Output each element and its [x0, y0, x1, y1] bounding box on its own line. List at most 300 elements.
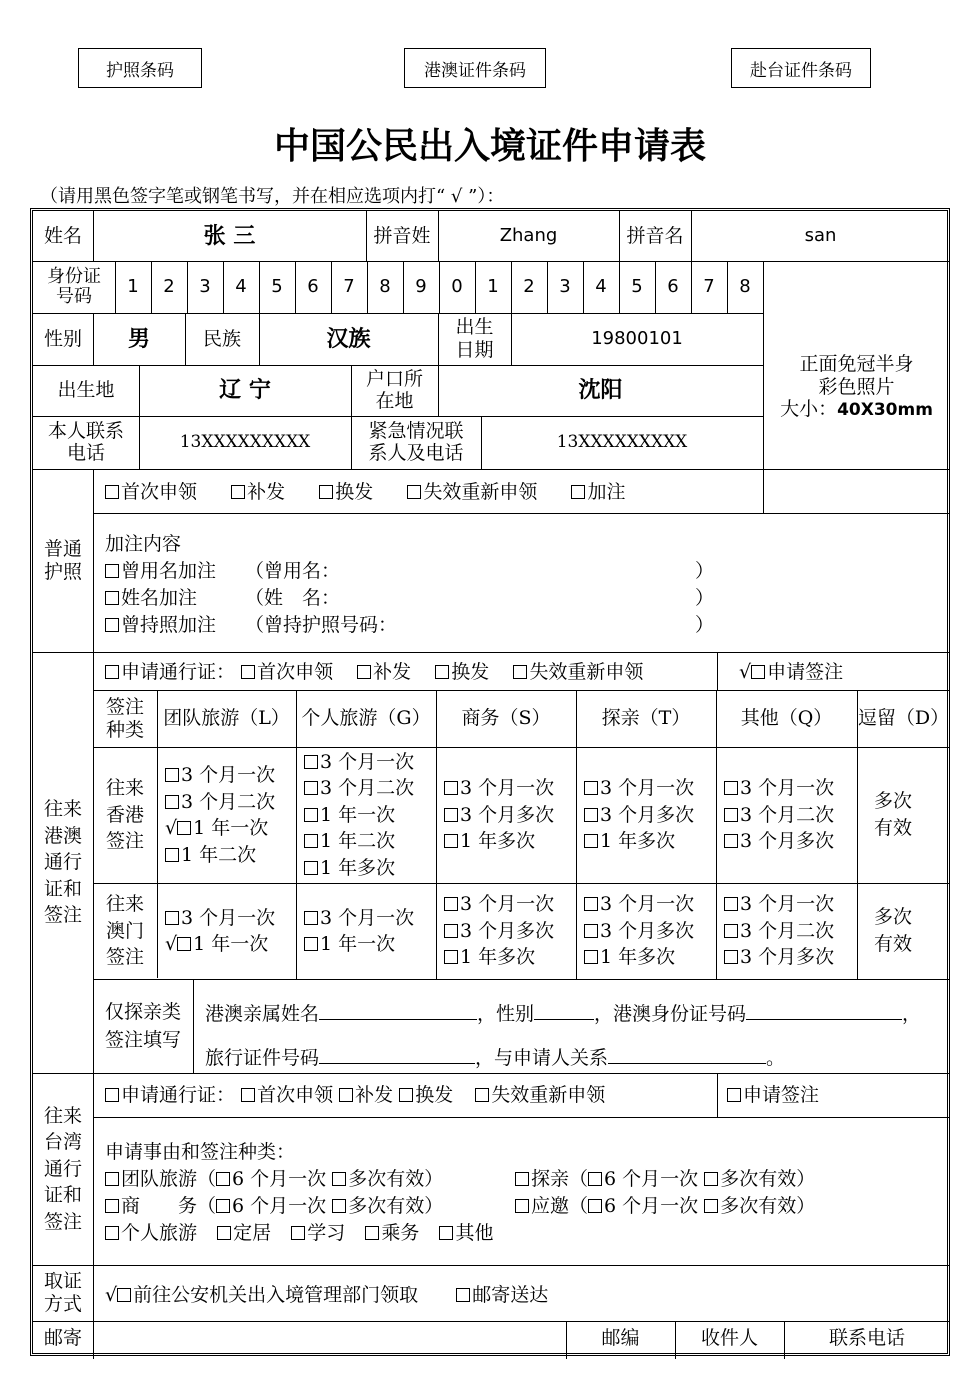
visa-option-checkbox[interactable]: [304, 937, 318, 951]
visa-option-label: 3 个月一次: [181, 764, 276, 786]
pickup-office-label: 前往公安机关出入境管理部门领取: [133, 1284, 419, 1306]
phone-label: [33, 416, 139, 469]
passport-barcode-label: 护照条码: [106, 60, 174, 81]
endorse-item-label: 姓名加注: [121, 587, 198, 609]
id-digit-cell[interactable]: 1: [127, 276, 139, 298]
relative-gender-field[interactable]: [534, 1001, 594, 1020]
tw-other-label: 其他: [455, 1222, 494, 1244]
endorse-title: 加注内容: [105, 533, 182, 555]
visa-option-cell: [165, 883, 295, 979]
visa-option-label: 3 个月多次: [740, 830, 835, 853]
id-digit-cell[interactable]: 2: [523, 276, 535, 298]
tw-study[interactable]: [291, 1222, 345, 1244]
endorse-checkbox[interactable]: [105, 618, 119, 632]
pinyin-given-label: 拼音名: [626, 224, 684, 247]
tw-apply-row: [105, 1084, 605, 1107]
tw-settle[interactable]: [217, 1222, 271, 1244]
taiwan-barcode-box: [731, 48, 871, 88]
id-digit-cell[interactable]: 5: [631, 276, 643, 298]
visa-option-label: 3 个月多次: [740, 946, 835, 969]
visa-option-label: 3 个月多次: [600, 803, 695, 826]
emergency-label-text: 紧急情况联系人及电话: [368, 419, 464, 464]
tw-opt-reissue[interactable]: [339, 1084, 393, 1106]
endorse-item[interactable]: [105, 587, 340, 610]
tw-visa-option[interactable]: [727, 1084, 819, 1107]
visa-option-checkbox[interactable]: [444, 781, 458, 795]
pickup-label-text: 取证方式: [43, 1270, 82, 1315]
visa-option-label: 1 年二次: [181, 843, 257, 866]
visa-option-cell: [444, 883, 574, 979]
hkm-section-label-text: 往来港澳通行证和签注: [43, 798, 82, 927]
name-label: 姓名: [43, 224, 82, 247]
visa-option[interactable]: [584, 775, 714, 802]
id-digit-cell[interactable]: 6: [307, 276, 319, 298]
hk-id-number-label: ，港澳身份证号码: [594, 1003, 747, 1025]
visa-option-checkbox[interactable]: [177, 821, 191, 835]
visa-option-checkbox[interactable]: [724, 834, 738, 848]
visa-option[interactable]: [584, 944, 714, 971]
tw-visa-label: 申请签注: [743, 1084, 820, 1106]
type-business: 商务（S）: [461, 707, 551, 730]
visa-option-checkbox[interactable]: [584, 808, 598, 822]
tw-line2: [105, 1195, 443, 1218]
visa-option-label: 1 年一次: [193, 817, 269, 839]
id-digit-cell[interactable]: 5: [271, 276, 283, 298]
tw-business-6m[interactable]: [216, 1195, 326, 1217]
tw-line3: [105, 1222, 493, 1245]
hkm-visa-option[interactable]: [739, 661, 843, 684]
id-digit-cell[interactable]: 2: [163, 276, 175, 298]
ethnic-label: 民族: [202, 327, 241, 350]
visa-option[interactable]: [304, 931, 434, 958]
visa-option-checkbox[interactable]: [444, 897, 458, 911]
tw-line1-right: [515, 1168, 815, 1191]
passport-opt-renew-label: 换发: [335, 481, 374, 503]
visa-option-checkbox[interactable]: [177, 937, 191, 951]
passport-opt-reissue[interactable]: [231, 481, 285, 503]
tw-group-tour[interactable]: [105, 1168, 216, 1190]
visa-option-checkbox[interactable]: [724, 781, 738, 795]
visa-option-cell: [165, 747, 295, 883]
visa-option-label: 3 个月一次: [600, 893, 695, 916]
visa-option-label: 1 年二次: [320, 830, 396, 853]
tw-invited-multi[interactable]: [704, 1195, 815, 1217]
id-digit-cell[interactable]: 8: [739, 276, 751, 298]
tw-settle-label: 定居: [233, 1222, 272, 1244]
form-title: 中国公民出入境证件申请表: [273, 126, 706, 167]
tw-group-multi[interactable]: [332, 1168, 443, 1190]
pickup-options: [105, 1284, 548, 1307]
visa-option[interactable]: [165, 905, 295, 932]
birthdate-value[interactable]: 19800101: [591, 328, 683, 350]
endorse-item-paren: （姓 名：: [245, 587, 341, 609]
hk-visa-label-text: 往来香港签注: [105, 777, 144, 853]
phone-label-text: 本人联系电话: [47, 419, 124, 464]
visa-option-label: 3 个月一次: [740, 777, 835, 800]
id-digit-cell[interactable]: 4: [235, 276, 247, 298]
visit-line1-end: ，: [902, 1003, 922, 1025]
travel-doc-number-field[interactable]: [319, 1045, 475, 1064]
pickup-opt-mail[interactable]: [456, 1284, 548, 1306]
tw-line1: [105, 1168, 443, 1191]
visa-option[interactable]: [165, 842, 295, 869]
tw-crew-label: 乘务: [381, 1222, 420, 1244]
passport-opt-reissue-label: 补发: [247, 481, 286, 503]
birthplace-value[interactable]: 辽 宁: [219, 377, 271, 404]
visa-types-label-text: 签注种类: [105, 695, 144, 741]
tw-section-label: [33, 1073, 93, 1265]
endorse-checkbox[interactable]: [105, 564, 119, 578]
relationship-label: ，与申请人关系: [475, 1047, 609, 1069]
tw-opt-first[interactable]: [241, 1084, 333, 1106]
tw-business-multi-label: 多次有效）: [348, 1195, 444, 1217]
visa-option-label: 3 个月二次: [740, 803, 835, 826]
id-number-label-text: 身份证号码: [47, 266, 101, 307]
visa-option-label: 3 个月二次: [181, 790, 276, 813]
relationship-field[interactable]: [608, 1045, 766, 1064]
visa-option[interactable]: [165, 931, 295, 958]
visa-option-check: √: [165, 933, 178, 955]
photo-area: [763, 261, 950, 513]
hkm-section-label: [33, 652, 93, 1073]
pickup-office-check: √: [105, 1284, 118, 1306]
id-digit-cell[interactable]: 3: [199, 276, 211, 298]
visa-option[interactable]: [304, 802, 434, 829]
passport-section-label: [33, 469, 93, 652]
hkm-opt-first-label: 首次申领: [257, 661, 334, 683]
tw-group-tour-label: 团队旅游（: [121, 1168, 217, 1190]
endorse-item-label: 曾持照加注: [121, 614, 217, 636]
endorse-item[interactable]: [105, 614, 397, 637]
emergency-value[interactable]: 13XXXXXXXXX: [556, 432, 688, 453]
hkm-opt-invalid-label: 失效重新申领: [529, 661, 644, 683]
hkm-opt-renew-label: 换发: [451, 661, 490, 683]
visa-option[interactable]: [304, 828, 434, 855]
tw-opt-invalid-label: 失效重新申领: [491, 1084, 606, 1106]
hkm-apply-label: 申请通行证：: [121, 661, 236, 683]
hk-relative-name-field[interactable]: [319, 1001, 477, 1020]
visa-option-checkbox[interactable]: [584, 924, 598, 938]
id-digit-cell[interactable]: 0: [451, 276, 463, 298]
macau-stay-value: [857, 883, 929, 979]
visa-option-label: 1 年多次: [320, 856, 396, 879]
pinyin-given-value[interactable]: san: [804, 225, 837, 247]
application-form: [30, 208, 950, 1356]
visa-option-checkbox[interactable]: [724, 950, 738, 964]
taiwan-barcode-label: 赴台证件条码: [750, 60, 852, 81]
endorse-item-close: ）: [695, 614, 715, 636]
passport-opt-first[interactable]: [105, 481, 197, 503]
tw-other[interactable]: [439, 1222, 493, 1244]
photo-line1: 正面免冠半身: [799, 352, 914, 375]
visa-option[interactable]: [304, 775, 434, 802]
id-digit-cell[interactable]: 6: [667, 276, 679, 298]
photo-size-label: 大小：: [780, 398, 838, 421]
id-digit-cell[interactable]: 7: [343, 276, 355, 298]
visa-option-label: 3 个月二次: [740, 919, 835, 942]
visa-option[interactable]: [444, 828, 574, 855]
passport-barcode-box: [78, 48, 202, 88]
hk-relative-name-label: 港澳亲属姓名: [205, 1003, 320, 1025]
visa-option-label: 3 个月一次: [460, 893, 555, 916]
visa-option[interactable]: [165, 815, 295, 842]
visa-option-label: 3 个月一次: [460, 777, 555, 800]
id-digit-cell[interactable]: 4: [595, 276, 607, 298]
birthdate-label: [438, 313, 511, 365]
instruction-text: （请用黑色签字笔或钢笔书写，并在相应选项内打“ √ ”）：: [40, 186, 505, 207]
visa-option-label: 3 个月一次: [740, 893, 835, 916]
emergency-label: [351, 416, 481, 469]
visa-option[interactable]: [444, 775, 574, 802]
tw-family-multi[interactable]: [704, 1168, 815, 1190]
type-other: 其他（Q）: [740, 707, 833, 730]
visa-option[interactable]: [724, 918, 854, 945]
visit-line2: [205, 1045, 785, 1070]
birthplace-label: 出生地: [57, 379, 115, 402]
name-value[interactable]: 张 三: [203, 222, 256, 249]
tw-individual-tour[interactable]: [105, 1222, 197, 1244]
visa-option-checkbox[interactable]: [304, 755, 318, 769]
hk-visa-label: [93, 747, 157, 883]
tw-apply-label: 申请通行证：: [121, 1084, 236, 1106]
gender-value[interactable]: 男: [127, 325, 150, 352]
visa-option-label: 3 个月一次: [320, 906, 415, 929]
visa-option-checkbox[interactable]: [165, 848, 179, 862]
passport-opt-invalid[interactable]: [407, 481, 537, 503]
hk-stay-value: [857, 747, 929, 883]
relative-gender-label: ，性别: [477, 1003, 535, 1025]
type-stay: 逗留（D）: [857, 707, 950, 730]
visa-option-checkbox[interactable]: [724, 897, 738, 911]
id-digit-cell[interactable]: 9: [415, 276, 427, 298]
macau-visa-label: [93, 883, 157, 979]
tw-family-6m[interactable]: [588, 1168, 698, 1190]
visa-option-label: 1 年多次: [600, 946, 676, 969]
hukou-value[interactable]: 沈阳: [578, 377, 623, 404]
visa-option-checkbox[interactable]: [584, 897, 598, 911]
birthdate-label-text: 出生日期: [455, 316, 494, 361]
passport-opt-invalid-label: 失效重新申领: [423, 481, 538, 503]
visa-types-label: [93, 690, 157, 747]
mail-address-field[interactable]: [93, 1321, 566, 1356]
hkm-opt-renew[interactable]: [435, 661, 489, 683]
photo-size-line: [780, 398, 933, 421]
visa-option-checkbox[interactable]: [444, 808, 458, 822]
hk-id-number-field[interactable]: [746, 1001, 902, 1020]
endorse-checkbox[interactable]: [105, 591, 119, 605]
id-digit-cell[interactable]: 3: [559, 276, 571, 298]
type-individual-tour: 个人旅游（G）: [301, 707, 431, 730]
endorse-item-close: ）: [695, 560, 715, 582]
visa-option[interactable]: [444, 944, 574, 971]
id-digit-cell[interactable]: 1: [487, 276, 499, 298]
visa-option[interactable]: [724, 775, 854, 802]
visa-option[interactable]: [444, 918, 574, 945]
hkm-opt-invalid[interactable]: [513, 661, 643, 683]
visa-option-cell: [444, 747, 574, 883]
visa-option-checkbox[interactable]: [444, 834, 458, 848]
hkm-apply-row: [105, 661, 643, 684]
visa-option[interactable]: [724, 802, 854, 829]
type-group-tour: 团队旅游（L）: [163, 707, 290, 730]
pickup-label: [33, 1265, 93, 1321]
visa-option-checkbox[interactable]: [304, 808, 318, 822]
passport-opt-renew[interactable]: [319, 481, 373, 503]
tw-reason-title: 申请事由和签注种类：: [105, 1141, 296, 1163]
tw-opt-renew-label: 换发: [415, 1084, 454, 1106]
tw-family-6m-label: 6 个月一次: [604, 1168, 699, 1190]
visa-option-checkbox[interactable]: [165, 911, 179, 925]
visa-option-checkbox[interactable]: [165, 795, 179, 809]
visa-option[interactable]: [444, 891, 574, 918]
mail-zip-label: 邮编: [601, 1327, 640, 1350]
tw-family-label: 探亲（: [531, 1168, 589, 1190]
gender-label: 性别: [43, 327, 82, 350]
phone-value[interactable]: 13XXXXXXXXX: [179, 432, 311, 453]
endorse-item-paren: （曾用名：: [245, 560, 341, 582]
visa-option-cell: [584, 883, 714, 979]
tw-section-label-text: 往来台湾通行证和签注: [43, 1104, 82, 1233]
visa-option-check: √: [165, 817, 178, 839]
id-number-label: [33, 261, 115, 313]
type-family-visit: 探亲（T）: [601, 707, 691, 730]
pinyin-surname-value[interactable]: Zhang: [499, 225, 558, 247]
visit-line2-end: 。: [766, 1047, 786, 1069]
tw-invited[interactable]: [515, 1195, 588, 1217]
visa-option-label: 1 年多次: [460, 830, 536, 853]
passport-opt-first-label: 首次申领: [121, 481, 198, 503]
hkm-opt-reissue-label: 补发: [373, 661, 412, 683]
visa-option[interactable]: [304, 749, 434, 776]
visa-option-label: 1 年一次: [193, 933, 269, 955]
tw-group-6m[interactable]: [216, 1168, 326, 1190]
id-digit-cell[interactable]: 8: [379, 276, 391, 298]
tw-business-6m-label: 6 个月一次: [232, 1195, 327, 1217]
macau-stay-text: 多次有效: [873, 906, 912, 955]
visit-label: [93, 979, 193, 1073]
hkm-visa-label: 申请签注: [767, 661, 844, 683]
visa-option[interactable]: [724, 944, 854, 971]
tw-opt-renew[interactable]: [399, 1084, 453, 1106]
visa-option-checkbox[interactable]: [444, 924, 458, 938]
visa-option-label: 3 个月多次: [460, 919, 555, 942]
endorse-item-label: 曾用名加注: [121, 560, 217, 582]
visa-option-checkbox[interactable]: [584, 834, 598, 848]
visa-option-cell: [584, 747, 714, 883]
visa-option[interactable]: [584, 918, 714, 945]
visa-option-checkbox[interactable]: [165, 768, 179, 782]
visit-line1: [205, 1001, 921, 1026]
id-digit-cell[interactable]: 7: [703, 276, 715, 298]
visa-option[interactable]: [444, 802, 574, 829]
passport-section-label-text: 普通护照: [43, 537, 82, 583]
hkm-visa-check: √: [739, 661, 752, 683]
passport-opt-endorse[interactable]: [571, 481, 625, 503]
visa-option[interactable]: [165, 762, 295, 789]
hk-stay-text: 多次有效: [873, 790, 912, 839]
photo-size-value: 40X30mm: [837, 400, 933, 421]
visa-option-checkbox[interactable]: [304, 834, 318, 848]
visa-option[interactable]: [724, 828, 854, 855]
hkm-opt-first[interactable]: [241, 661, 333, 683]
visa-option-label: 1 年一次: [320, 803, 396, 826]
visa-option-cell: [724, 747, 854, 883]
visit-label-text: 仅探亲类签注填写: [104, 1000, 181, 1051]
tw-invited-6m[interactable]: [588, 1195, 698, 1217]
travel-doc-number-label: 旅行证件号码: [205, 1047, 320, 1069]
mail-recipient-label: 收件人: [700, 1327, 758, 1350]
mail-label: 邮寄: [43, 1327, 82, 1350]
tw-invited-multi-label: 多次有效）: [720, 1195, 816, 1217]
visa-option-label: 1 年多次: [460, 946, 536, 969]
visa-option-checkbox[interactable]: [444, 950, 458, 964]
hukou-label-text: 户口所在地: [365, 367, 423, 412]
tw-business-multi[interactable]: [332, 1195, 443, 1217]
tw-family-multi-label: 多次有效）: [720, 1168, 816, 1190]
visa-option-checkbox[interactable]: [304, 911, 318, 925]
pickup-opt-office[interactable]: [105, 1284, 418, 1306]
visa-option-cell: [724, 883, 854, 979]
visa-option-checkbox[interactable]: [304, 861, 318, 875]
ethnic-value[interactable]: 汉族: [326, 325, 371, 352]
visa-option-label: 1 年多次: [600, 830, 676, 853]
visa-option-checkbox[interactable]: [584, 781, 598, 795]
hkm-opt-reissue[interactable]: [357, 661, 411, 683]
passport-opt-endorse-label: 加注: [587, 481, 626, 503]
tw-invited-6m-label: 6 个月一次: [604, 1195, 699, 1217]
tw-business[interactable]: [105, 1195, 216, 1217]
visa-option[interactable]: [584, 828, 714, 855]
visa-option-checkbox[interactable]: [724, 808, 738, 822]
hukou-label: [351, 365, 438, 416]
visa-option-cell: [304, 883, 434, 979]
tw-opt-invalid[interactable]: [475, 1084, 605, 1106]
visa-option[interactable]: [584, 802, 714, 829]
endorse-item[interactable]: [105, 560, 340, 583]
pickup-mail-label: 邮寄送达: [472, 1284, 549, 1306]
visa-option[interactable]: [304, 855, 434, 882]
pinyin-surname-label: 拼音姓: [373, 224, 431, 247]
visa-option-label: 3 个月多次: [600, 919, 695, 942]
tw-study-label: 学习: [307, 1222, 346, 1244]
tw-opt-first-label: 首次申领: [257, 1084, 334, 1106]
visa-option-checkbox[interactable]: [304, 781, 318, 795]
macau-visa-label-text: 往来澳门签注: [105, 893, 144, 969]
visa-option-checkbox[interactable]: [724, 924, 738, 938]
mail-phone-label: 联系电话: [828, 1327, 905, 1350]
visa-option-label: 3 个月多次: [460, 803, 555, 826]
visa-option-label: 1 年一次: [320, 933, 396, 955]
visa-option[interactable]: [724, 891, 854, 918]
visa-option[interactable]: [165, 789, 295, 816]
visa-option-label: 3 个月二次: [320, 777, 415, 800]
tw-opt-reissue-label: 补发: [355, 1084, 394, 1106]
hk-macau-barcode-label: 港澳证件条码: [424, 60, 526, 81]
passport-options: [105, 481, 625, 504]
tw-line2-right: [515, 1195, 815, 1218]
visa-option-checkbox[interactable]: [584, 950, 598, 964]
tw-family[interactable]: [515, 1168, 588, 1190]
tw-group-multi-label: 多次有效）: [348, 1168, 444, 1190]
tw-business-label: 商 务（: [121, 1195, 217, 1217]
visa-option[interactable]: [304, 905, 434, 932]
visa-option[interactable]: [584, 891, 714, 918]
tw-group-6m-label: 6 个月一次: [232, 1168, 327, 1190]
tw-crew[interactable]: [365, 1222, 419, 1244]
hk-macau-barcode-box: [404, 48, 546, 88]
photo-line2: 彩色照片: [818, 375, 895, 398]
visa-option-label: 3 个月一次: [600, 777, 695, 800]
